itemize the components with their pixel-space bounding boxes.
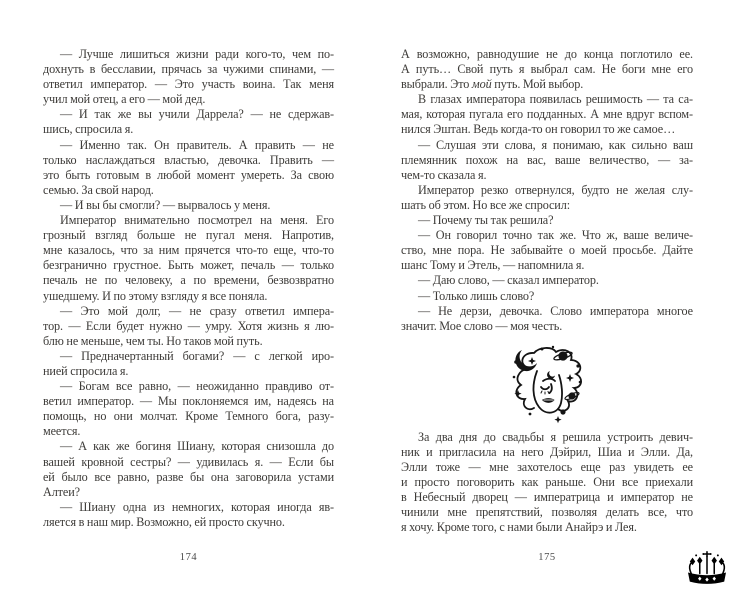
- text-line: племянник похож на вас, ваше величество, — за-: [401, 152, 693, 167]
- text-line: мне казалось, что за ним прячется что-то еще, что-то: [43, 243, 334, 258]
- text-line: в Небесный дворец — императрица и император не: [401, 490, 693, 505]
- text-line: — Шиану одна из немногих, которая иногда яв-: [60, 499, 334, 514]
- paragraph: [43, 500, 334, 530]
- text-line: и просто поговорить как раньше. Они все приехали: [401, 475, 693, 490]
- paragraph: [401, 138, 693, 183]
- text-line: мая, которая пугала его подданных. А мне вдруг вспом-: [401, 107, 693, 122]
- paragraph: [401, 183, 693, 213]
- text-line: — Лучше лишиться жизни ради кого-то, чем по-: [60, 47, 334, 61]
- paragraph: [401, 430, 693, 536]
- text-line: чем-то сказала я.: [401, 167, 487, 182]
- page-number-right: 175: [538, 552, 556, 563]
- paragraph: [401, 213, 693, 228]
- paragraph: [43, 349, 334, 379]
- text-line: значит. Мое слово — моя честь.: [401, 318, 563, 333]
- text-line: шись, спросила я.: [43, 122, 134, 137]
- paragraph: [43, 304, 334, 349]
- paragraph: [401, 47, 693, 92]
- text-line: За два дня до свадьбы я решила устроить девич-: [418, 429, 693, 444]
- paragraph: [43, 213, 334, 304]
- right-page-text-bottom: [401, 430, 693, 536]
- left-page-text: [43, 47, 334, 530]
- text-line: — И вы бы смогли? — вырвалось у меня.: [60, 197, 271, 212]
- text-line: помощь, но они молчат. Кроме Темного бога, разу-: [43, 409, 334, 424]
- text-line: — Он говорил точно так же. Что ж, ваше величе-: [418, 228, 693, 243]
- paragraph: [43, 107, 334, 137]
- text-line: это быть готовым в любой момент умереть. За свою: [43, 167, 334, 182]
- paragraph: [43, 379, 334, 439]
- paragraph: [401, 289, 693, 304]
- paragraph: [401, 228, 693, 273]
- page-number-left: 174: [179, 552, 198, 563]
- text-line: грозный взгляд больше не пугал меня. Напротив,: [43, 228, 334, 243]
- text-line: печаль не по человеку, а по времени, безвозвратно: [43, 273, 334, 288]
- text-line: — Богам все равно, — неожиданно правдиво от-: [60, 379, 334, 394]
- text-line: А возможно, равнодушие не до конца поглотило ее.: [401, 47, 693, 61]
- text-line: я хочу. Кроме того, с нами были Анайрэ и Лея.: [401, 520, 637, 535]
- paragraph: [43, 138, 334, 198]
- text-line: семью. За свой народ.: [43, 182, 154, 197]
- text-line: ушедшему. И по этому взгляду я все поняла.: [43, 288, 268, 303]
- text-line: ляется в наш мир. Возможно, ей просто скучно.: [43, 514, 285, 529]
- text-line: нией спросила я.: [43, 363, 129, 378]
- text-line: Элли тоже — мне захотелось еще раз увидеть ее: [401, 459, 693, 474]
- text-line: — Слушая эти слова, я понимаю, как сильно ваш: [418, 137, 693, 152]
- celestial-face-ornament-icon: [506, 344, 588, 428]
- text-line: ник и пригласила на него Дэйрил, Шиа и Элли. Да,: [401, 444, 693, 459]
- text-line: шанс Тому и Этель, — напомнила я.: [401, 258, 585, 273]
- text-line: — Почему ты так решила?: [418, 213, 554, 228]
- text-line: Император резко отвернулся, будто не желая слу-: [418, 182, 693, 197]
- text-line: — Это мой долг, — не сразу ответил импера-: [60, 303, 334, 318]
- text-line: — Даю слово, — сказал император.: [418, 273, 599, 288]
- text-line: учил мой отец, а его — мой дед.: [43, 92, 206, 107]
- text-line: В глазах императора появилась решимость — та са-: [418, 92, 693, 107]
- text-line: ей было все равно, разве бы она заговорила устами: [43, 469, 334, 484]
- crown-logo-icon: [684, 549, 730, 587]
- paragraph: [43, 198, 334, 213]
- text-line: чинили мне препятствий, позволяя делать все, что: [401, 505, 693, 520]
- page-right: [401, 47, 693, 563]
- text-line: меется.: [43, 424, 81, 439]
- text-line: только наслаждаться властью, девочка. Править —: [43, 152, 334, 167]
- paragraph: [401, 304, 693, 334]
- text-line: — Не дерзи, девочка. Слово императора многое: [418, 303, 693, 318]
- text-line: А путь… Свой путь я выбрал сам. Не боги мне его: [401, 62, 693, 77]
- text-line: ответил император. — Это участь воина. Так меня: [43, 77, 334, 92]
- paragraph: [401, 92, 693, 137]
- paragraph: [43, 439, 334, 499]
- text-line: дохнуть в бесславии, прячась за чужими спинами, —: [43, 62, 334, 77]
- text-line: выбрали. Это мой путь. Мой выбор.: [401, 77, 584, 92]
- text-line: нился Эштан. Ведь когда-то он говорил то же самое…: [401, 122, 676, 137]
- text-line: Император внимательно посмотрел на меня. Его: [60, 213, 334, 228]
- text-line: — Именно так. Он правитель. А править — не: [60, 137, 334, 152]
- text-line: — А как же богиня Шиану, которая снизошла до: [60, 439, 334, 454]
- paragraph: [43, 47, 334, 107]
- text-line: ветил император. — Мы поклоняемся им, надеясь на: [43, 394, 334, 409]
- text-line: вашей кровной сестры? — удивилась я. — Если бы: [43, 454, 334, 469]
- text-line: шать об этом. Но все же спросил:: [401, 197, 570, 212]
- paragraph: [401, 273, 693, 288]
- page-left: [43, 47, 334, 563]
- text-line: безгранично грустное. Быть может, печаль — только: [43, 258, 334, 273]
- text-line: блю не меньше, чем ты. Но таков мой путь.: [43, 333, 263, 348]
- text-line: Алтеи?: [43, 484, 80, 499]
- text-line: ство, мне пора. Не забывайте о моей просьбе. Дайте: [401, 243, 693, 258]
- text-line: — И так же вы учили Даррела? — не сдержав-: [60, 107, 334, 122]
- right-page-text-top: [401, 47, 693, 334]
- text-line: тор. — Если будет нужно — умру. Хотя жизнь я лю-: [43, 318, 334, 333]
- text-line: — Предначертанный богами? — с легкой иро-: [60, 348, 334, 363]
- text-line: — Только лишь слово?: [418, 288, 535, 303]
